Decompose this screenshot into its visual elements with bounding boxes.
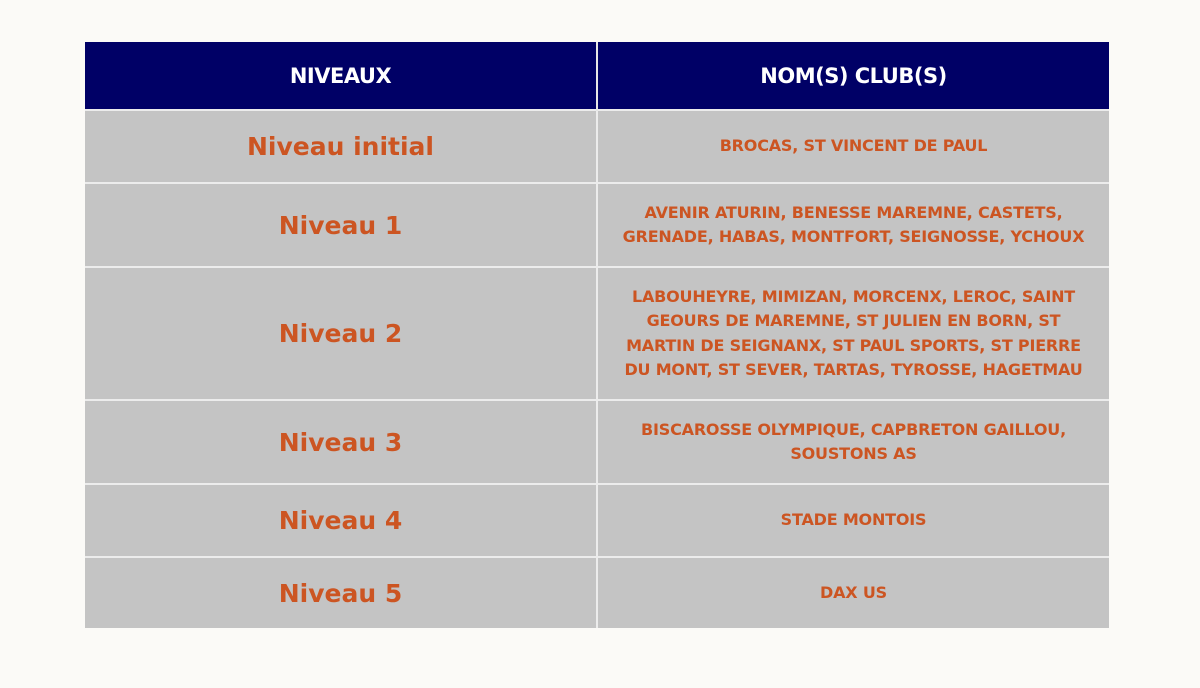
clubs-cell: AVENIR ATURIN, BENESSE MAREMNE, CASTETS, GRENADE, HABAS, MONTFORT, SEIGNOSSE, YCHOUX [597,183,1109,267]
level-cell: Niveau 1 [85,183,597,267]
clubs-cell: DAX US [597,557,1109,628]
table-row [85,267,1109,400]
clubs-cell: STADE MONTOIS [597,484,1109,557]
level-cell: Niveau 5 [85,557,597,628]
table-row [85,557,1109,628]
clubs-cell: LABOUHEYRE, MIMIZAN, MORCENX, LEROC, SAINT GEOURS DE MAREMNE, ST JULIEN EN BORN, ST MARTIN DE SEIGNANX, ST PAUL SPORTS, ST PIERRE DU MONT, ST SEVER, TARTAS, TYROSSE, HAGETMAU [597,267,1109,400]
level-cell: Niveau 2 [85,267,597,400]
clubs-cell: BROCAS, ST VINCENT DE PAUL [597,110,1109,183]
table-row [85,400,1109,484]
table-row [85,110,1109,183]
table-header-row [85,42,1109,110]
table-row [85,183,1109,267]
header-niveaux: NIVEAUX [85,42,597,110]
level-cell: Niveau 3 [85,400,597,484]
level-cell: Niveau 4 [85,484,597,557]
levels-table [85,42,1109,628]
clubs-cell: BISCAROSSE OLYMPIQUE, CAPBRETON GAILLOU, SOUSTONS AS [597,400,1109,484]
levels-table-container [85,42,1109,628]
header-clubs: NOM(S) CLUB(S) [597,42,1109,110]
level-cell: Niveau initial [85,110,597,183]
table-row [85,484,1109,557]
